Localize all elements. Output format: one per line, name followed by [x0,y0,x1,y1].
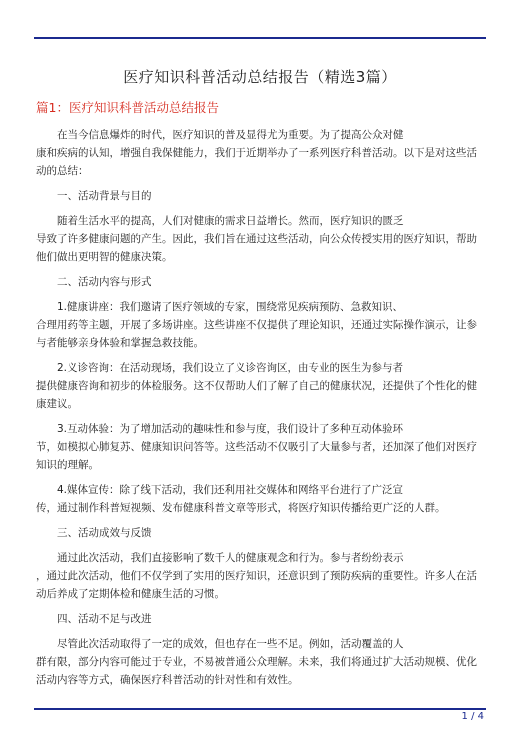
top-rule [34,37,486,39]
paragraph-improvements-first: 尽管此次活动取得了一定的成效，但也存在一些不足。例如，活动覆盖的人 [57,638,404,650]
paragraph-media-rest: 传，通过制作科普短视频、发布健康科普文章等形式，将医疗知识传播给更广泛的人群。 [36,502,446,514]
bottom-rule [34,708,486,710]
paragraph-consult [36,359,486,413]
paragraph-consult-first: 2.义诊咨询：在活动现场，我们设立了义诊咨询区，由专业的医生为参与者 [57,362,404,374]
heading-results: 三、活动成效与反馈 [57,527,152,539]
paragraph-results [36,549,486,603]
document-title: 医疗知识科普活动总结报告（精选3篇） [123,68,397,86]
intro-paragraph [36,126,486,180]
paragraph-lecture-rest: 合理用药等主题，开展了多场讲座。这些讲座不仅提供了理论知识，还通过实际操作演示，让参与者能够亲身体验和掌握急救技能。 [36,319,477,349]
paragraph-background-first: 随着生活水平的提高，人们对健康的需求日益增长。然而，医疗知识的匮乏 [57,215,404,227]
paragraph-improvements-rest: 群有限，部分内容可能过于专业，不易被普通公众理解。未来，我们将通过扩大活动规模、优化活动内容等方式，确保医疗科普活动的针对性和有效性。 [36,656,477,686]
heading-background: 一、活动背景与目的 [57,190,152,202]
paragraph-interactive-rest: 节，如模拟心肺复苏、健康知识问答等。这些活动不仅吸引了大量参与者，还加深了他们对医疗知识的理解。 [36,441,477,471]
paragraph-interactive [36,420,486,474]
paragraph-interactive-first: 3.互动体验：为了增加活动的趣味性和参与度，我们设计了多种互动体验环 [57,423,404,435]
paragraph-results-first: 通过此次活动，我们直接影响了数千人的健康观念和行为。参与者纷纷表示 [57,552,404,564]
paragraph-background [36,212,486,266]
paragraph-results-rest: ，通过此次活动，他们不仅学到了实用的医疗知识，还意识到了预防疾病的重要性。许多人在活动后养成了定期体检和健康生活的习惯。 [36,570,477,600]
paragraph-media-first: 4.媒体宣传：除了线下活动，我们还利用社交媒体和网络平台进行了广泛宣 [57,484,404,496]
paragraph-lecture [36,298,486,352]
heading-improvements: 四、活动不足与改进 [57,613,152,625]
heading-content: 二、活动内容与形式 [57,276,152,288]
paragraph-lecture-first: 1.健康讲座：我们邀请了医疗领域的专家，围绕常见疾病预防、急救知识、 [57,301,404,313]
intro-rest: 康和疾病的认知，增强自我保健能力，我们于近期举办了一系列医疗科普活动。以下是对这些活动的总结： [36,147,477,177]
section-title: 篇1：医疗知识科普活动总结报告 [36,100,219,115]
document-body [36,126,486,696]
paragraph-consult-rest: 提供健康咨询和初步的体检服务。这不仅帮助人们了解了自己的健康状况，还提供了个性化的健康建议。 [36,380,477,410]
paragraph-media [36,481,486,517]
page-indicator: 1 / 4 [461,711,484,722]
intro-first-line: 在当今信息爆炸的时代，医疗知识的普及显得尤为重要。为了提高公众对健 [57,129,404,141]
paragraph-improvements [36,635,486,689]
paragraph-background-rest: 导致了许多健康问题的产生。因此，我们旨在通过这些活动，向公众传授实用的医疗知识，帮助他们做出更明智的健康决策。 [36,233,477,263]
